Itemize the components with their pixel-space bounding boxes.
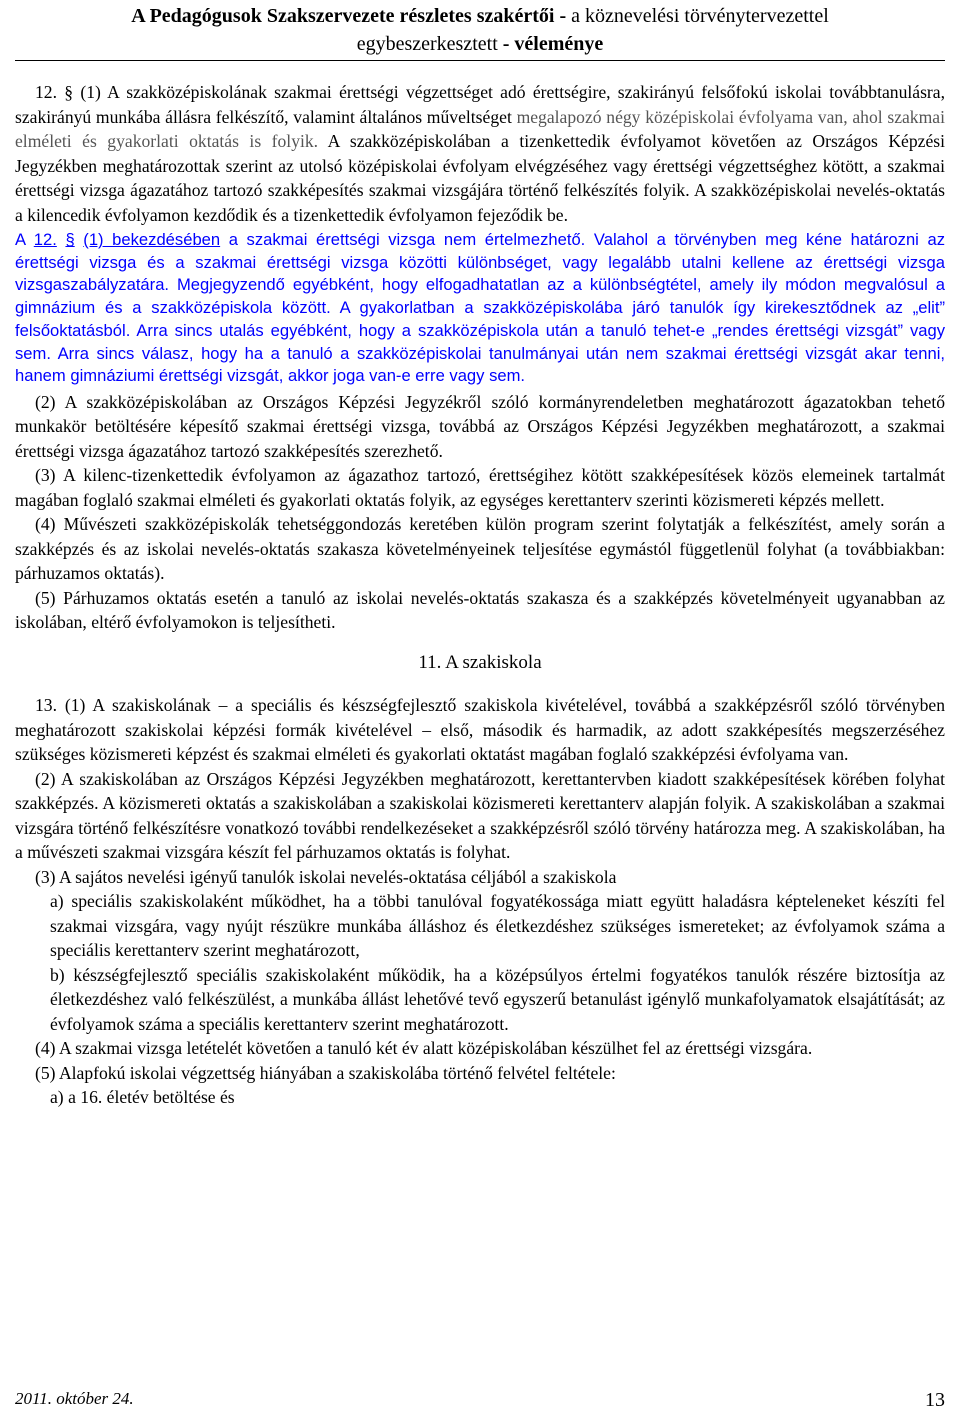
paragraph-13-2: (2) A szakiskolában az Országos Képzési Jegyzékben meghatározott, kerettantervben kiadott szakképesítések körében folyhat szakképzés. A közismereti oktatás a szakiskolában a szakiskolai közismereti kerettanterv alapján folyik. A szakiskolában a szakmai vizsgára történő felkészítésre vonatkozó további rendelkezéseket a szakképzésről szóló törvény határozza meg. A szakiskolában, ha a művészeti szakmai vizsgára készít fel párhuzamos oktatás is folyhat.	[15, 768, 945, 863]
section-number: 12.	[35, 82, 57, 102]
list-item-a: a) speciális szakiskolaként működhet, ha a többi tanulóval fogyatékossága miatt együtt haladásra képteleneket készíti fel szakmai vizsgára, vagy nyújt részükre munkába álláshoz és életkezdéshez szükséges ismereteket; az évfolyamok száma a speciális kerettanterv szerint meghatározott,	[50, 891, 945, 961]
paragraph-text: A szakközépiskolában a tizenkettedik évfolyamot követően az Országos Képzési Jegyzékben meghatározottak szerint az utolsó középiskolai évfolyam elvégzéséhez vagy érettségi végzettséghez kötött, a szakmai érettségi vizsga ágazatához tartozó szakképesítés szakmai vizsgájára történő felkészítés folyik. A szakközépiskolai nevelés-oktatás a kilencedik évfolyamon kezdődik és a tizenkettedik évfolyamon fejeződik be.	[15, 131, 946, 225]
note-link-paragraph[interactable]: (1) bekezdésében	[83, 230, 221, 249]
header-title-bold: A Pedagógusok Szakszervezete részletes szakértői -	[131, 5, 567, 27]
footer-date: 2011. október 24.	[15, 1389, 134, 1408]
reviewer-note	[15, 229, 945, 388]
paragraph-12-5: (5) Párhuzamos oktatás esetén a tanuló az iskolai nevelés-oktatás szakasza és a szakképzés követelményeit ugyanabban az iskolában, eltérő évfolyamokon is teljesítheti.	[15, 587, 945, 633]
header-subtitle-bold: - véleménye	[502, 33, 604, 55]
paragraph-12-2: (2) A szakközépiskolában az Országos Képzési Jegyzékről szóló kormányrendeletben meghatározott ágazatokban tehető munkakör betöltésére képesítő szakmai érettségi vizsga, továbbá az Országos Képzési Jegyzékben meghatározott, a szakmai érettségi vizsga ágazatához tartozó szakképesítés szerezhető.	[15, 391, 945, 461]
header-line-2	[0, 30, 960, 58]
page-header	[0, 2, 960, 58]
note-text: A	[15, 230, 34, 249]
note-text: a szakmai érettségi vizsga nem értelmezhető. Valahol a törvényben meg kéne határozni az érettségi vizsga és a szakmai érettségi vizsga közötti különbséget, vagy legalább utalni kellene az érettségi vizsga vizsgaszabályzatára. Megjegyzendő egyébként, hogy elfogadhatatlan az a különbségtétel, amely ily módon megvalósul a gimnázium és a szakközépiskola között. A gyakorlatban a szakközépiskolába járó tanulók így kirekesztődnek az „elit” felsőoktatásból. Arra sincs utalás egyébként, hogy a szakközépiskola után a tanuló tehet-e „rendes érettségi vizsgát” vagy sem. Arra sincs válasz, hogy ha a tanuló a szakközépiskolai tanulmányai után nem szakmai érettségi vizsgát akar tenni, hanem gimnáziumi érettségi vizsgát, akkor joga van-e erre vagy sem.	[15, 230, 945, 386]
paragraph-12-1	[15, 80, 945, 227]
paragraph-12-3: (3) A kilenc-tizenkettedik évfolyamon az ágazathoz tartozó, érettségihez kötött szakképesítések közös elemeinek tartalmát magában foglaló szakmai elméleti és gyakorlati oktatás folyik, az egységes kerettanterv szerinti közismereti képzés mellett.	[15, 465, 945, 510]
paragraph-13-1: 13. (1) A szakiskolának – a speciális és készségfejlesztő szakiskola kivételével, továbbá a szakképzésről szóló törvényben meghatározott szakiskolai képzési formák kivételével – első, második és harmadik, az adott szakképesítés megszerzéséhez szükséges közismereti képzést és szakmai elméleti és gyakorlati oktatást magában foglaló szakképzési évfolyama van.	[15, 695, 945, 765]
header-rule	[15, 60, 945, 61]
note-link-section[interactable]: 12.	[33, 230, 57, 249]
section-sign-icon: §	[64, 82, 74, 102]
note-text	[75, 230, 84, 249]
paragraph-13-5: (5) Alapfokú iskolai végzettség hiányában a szakiskolába történő felvétel feltétele:	[35, 1062, 616, 1083]
paragraph-13-3: (3) A sajátos nevelési igényű tanulók iskolai nevelés-oktatása céljából a szakiskola	[35, 866, 617, 887]
paragraph-text-gray: megalapozó négy középiskolai évfolyama van, ahol szakmai elméleti és gyakorlati oktatás is folyik.	[15, 106, 945, 151]
header-subtitle: egybeszerkesztett	[356, 33, 498, 55]
header-line-1	[0, 2, 960, 30]
paragraph-text: (1) A szakközépiskolának szakmai érettségi végzettséget adó érettségire, szakirányú felsőfokú iskolai továbbtanulásra, szakirányú munkába állásra felkészítő, valamint általános műveltséget	[15, 82, 945, 127]
paragraph-13-4: (4) A szakmai vizsga letételét követően a tanuló két év alatt középiskolában készülhet fel az érettségi vizsgára.	[35, 1038, 813, 1059]
list-item-b: b) készségfejlesztő speciális szakiskolaként működik, ha a középsúlyos értelmi fogyatékos tanulók részére biztosítja az életkezdéshez való felkészülést, a munkába állást lehetővé tevő egyszerű betanulást igénylő munkafolyamatok elsajátítását; az évfolyamok száma a speciális kerettanterv szerint meghatározott.	[50, 964, 945, 1034]
section-heading: 11. A szakiskola	[418, 651, 542, 673]
document-body	[15, 80, 945, 1110]
page-number: 13	[925, 1389, 945, 1411]
header-title-rest: a köznevelési törvénytervezettel	[571, 5, 829, 27]
paragraph-12-4: (4) Művészeti szakközépiskolák tehetséggondozás keretében külön program szerint folytatják a felkészítést, amely során a szakképzés és az iskolai nevelés-oktatás szakasza követelményeinek teljesítése egymástól függetlenül folyhat (a továbbiakban: párhuzamos oktatás).	[15, 514, 945, 584]
section-sign-icon: §	[65, 230, 75, 249]
list-item-a-2: a) a 16. életév betöltése és	[50, 1087, 235, 1108]
